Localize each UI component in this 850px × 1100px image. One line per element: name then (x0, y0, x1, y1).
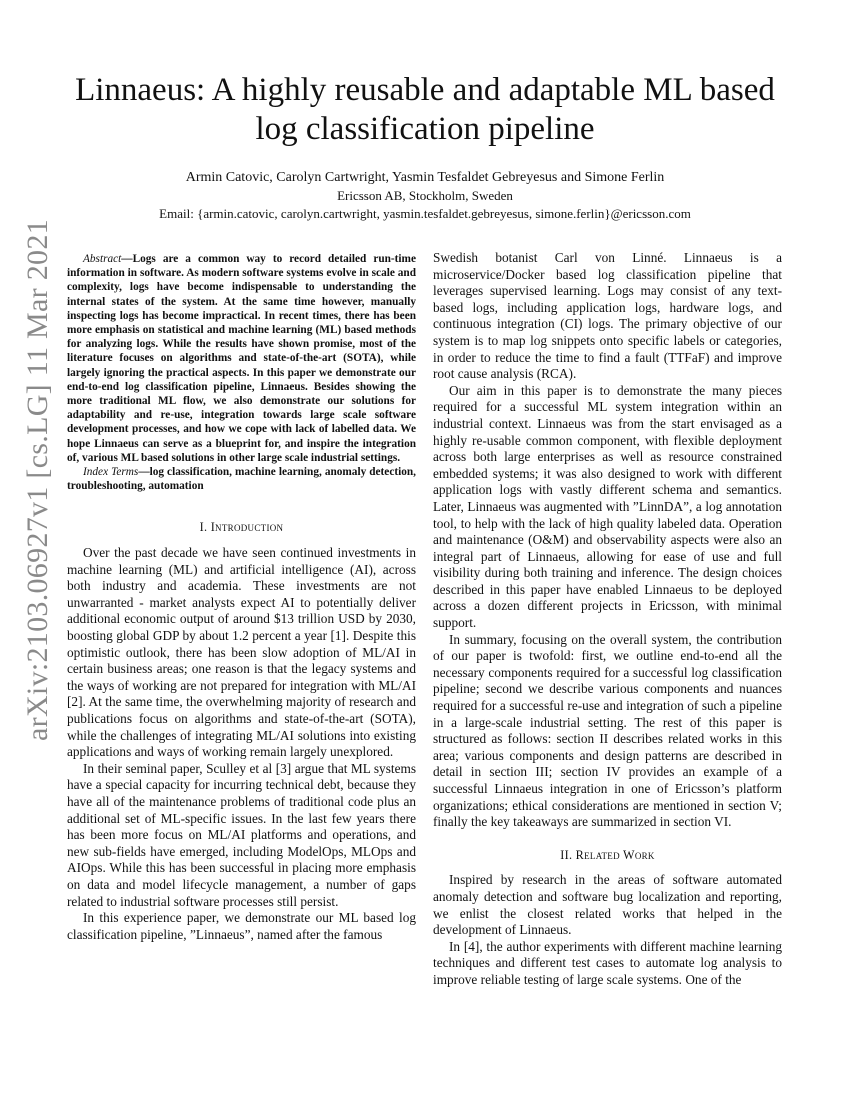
abstract-text: —Logs are a common way to record detailed run-time information in software. As modern software systems evolve in scale and complexity, logs have become indispensable to understanding the internal states of the system. At the same time however, manually inspecting logs has become impractical. In recent times, there has been more emphasis on statistical and machine learning (ML) based methods for analyzing logs. While the results have shown promise, most of the literature focuses on algorithms and state-of-the-art (SOTA), while largely ignoring the practical aspects. In this paper we demonstrate our end-to-end log classification pipeline, Linnaeus. Besides showing the more traditional ML flow, we also demonstrate our solutions for adaptability and re-use, integration towards large scale software development processes, and how we cope with lack of labelled data. We hope Linnaeus can serve as a blueprint for, and inspire the integration of, various ML based solutions in other large scale industrial settings. (67, 253, 416, 464)
right-column (433, 250, 782, 989)
paragraph: Over the past decade we have seen continued investments in machine learning (ML) and artificial intelligence (AI), across both industry and academia. These investments are not unwarranted - market analysts expect AI to potentially deliver additional economic output of around $13 trillion USD by 2030, boosting global GDP by about 1.2 percent a year [1]. Despite this optimistic outlook, there has been slow adoption of ML/AI in certain business areas; one reason is that the legacy systems and the ways of working are not prepared for integration with ML/AI [2]. At the same time, the overwhelming majority of research and publications focus on algorithms and state-of-the-art (SOTA), while the challenges of integrating ML/AI solutions into existing applications and ways of working remain largely unexplored. (67, 545, 416, 760)
paragraph: In [4], the author experiments with different machine learning techniques and different test cases to automate log analysis to improve reliable testing of large scale systems. One of the (433, 938, 782, 987)
section-heading-introduction: I. Introduction (199, 520, 284, 535)
affiliation: Ericsson AB, Stockholm, Sweden (337, 188, 513, 203)
arxiv-identifier-stamp: arXiv:2103.06927v1 [cs.LG] 11 Mar 2021 (21, 219, 54, 741)
author-emails: Email: {armin.catovic, carolyn.cartwright, yasmin.tesfaldet.gebreyesus, simone.ferlin}@ericsson.com (159, 206, 691, 221)
paragraph: Our aim in this paper is to demonstrate the many pieces required for a successful ML system integration within an industrial context. Linnaeus was from the start envisaged as a highly re-usable common component, with flexible deployment across both large enterprises as well as resource constrained embedded systems; it was also designed to work with different application logs with vastly different schema and semantics. Later, Linnaeus was augmented with ”LinnDA”, a log annotation tool, to help with the lack of high quality labeled data. Operation and maintenance (O&M) and observability aspects were also an integral part of Linnaeus, allowing for ease of use and full visibility during both training and inference. The design choices described in this paper have enabled Linnaeus to be deployed across a dozen different projects in Ericsson, with minimal support. (433, 382, 782, 631)
paragraph: In this experience paper, we demonstrate our ML based log classification pipeline, ”Linnaeus”, named after the famous (67, 910, 416, 942)
index-terms-heading: Index Terms (83, 466, 139, 479)
abstract (67, 252, 416, 465)
index-terms (67, 465, 416, 493)
index-terms-text: —log classification, machine learning, anomaly detection, troubleshooting, automation (67, 466, 416, 493)
author-list: Armin Catovic, Carolyn Cartwright, Yasmin Tesfaldet Gebreyesus and Simone Ferlin (185, 170, 665, 185)
section-heading-related-work: II. Related Work (560, 847, 655, 862)
abstract-heading: Abstract (83, 253, 122, 265)
paragraph: In their seminal paper, Sculley et al [3] argue that ML systems have a special capacity for incurring technical debt, because they have all of the maintenance problems of traditional code plus an additional set of ML-specific issues. In the last few years there has been more focus on ML/AI platforms and operations, and new sub-fields have emerged, including ModelOps, MLOps and AIOps. While this has been successful in placing more emphasis on data and model lifecycle management, a number of gaps related to industrial software processes still persist. (67, 760, 416, 909)
paragraph: In summary, focusing on the overall system, the contribution of our paper is twofold: first, we outline end-to-end all the necessary components required for a successful log classification pipeline; second we describe various components and nuances required for a successful re-use and integration of such a pipeline in a large-scale industrial setting. The rest of this paper is structured as follows: section II describes related works in this area; various components and design patterns are described in detail in section III; section IV provides an example of a successful Linnaeus integration in one of Ericsson’s platform organizations; ethical considerations are mentioned in section V; finally the key takeaways are summarized in section VI. (433, 631, 782, 830)
left-column (67, 252, 416, 943)
paragraph: Inspired by research in the areas of software automated anomaly detection and software bug localization and reporting, we enlist the closest related works that helped in the development of Linnaeus. (433, 872, 782, 938)
paragraph: Swedish botanist Carl von Linné. Linnaeus is a microservice/Docker based log classification pipeline that leverages supervised learning. Logs may consist of any text-based logs, including application logs, hardware logs, and continuous integration (CI) logs. The primary objective of our system is to map log snippets onto specific labels or categories, in order to reduce the time to find a fault (TTFaF) and improve root cause analysis (RCA). (433, 250, 782, 382)
paper-title: Linnaeus: A highly reusable and adaptable ML based log classification pipeline (75, 72, 775, 147)
